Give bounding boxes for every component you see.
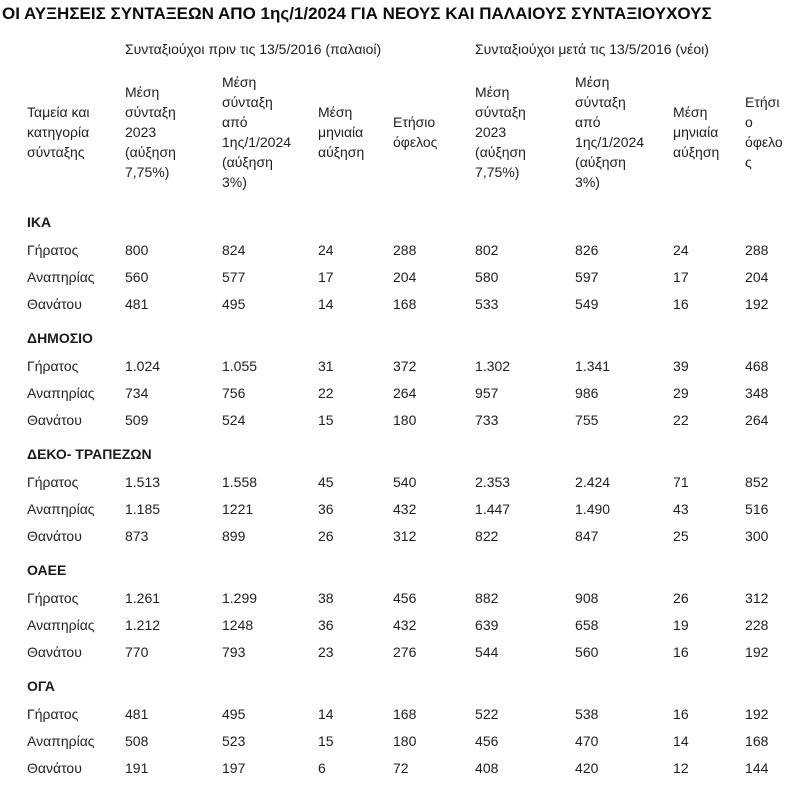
cell: 560 bbox=[575, 644, 599, 660]
cell: 540 bbox=[393, 474, 417, 490]
table-row bbox=[27, 469, 810, 496]
cell: 168 bbox=[393, 706, 417, 722]
cell: 29 bbox=[673, 385, 689, 401]
cell: 16 bbox=[673, 644, 689, 660]
column-header-monthly-new: Μέση μηνιαία αύξηση bbox=[673, 104, 720, 160]
cell: 19 bbox=[673, 617, 689, 633]
table-row bbox=[27, 380, 810, 407]
row-label: Θανάτου bbox=[27, 644, 82, 660]
cell: 770 bbox=[125, 644, 149, 660]
cell: 1221 bbox=[222, 501, 254, 517]
cell: 523 bbox=[222, 733, 246, 749]
row-label: Θανάτου bbox=[27, 412, 82, 428]
cell: 2.424 bbox=[575, 474, 611, 490]
cell: 14 bbox=[318, 296, 334, 312]
cell: 1.447 bbox=[475, 501, 511, 517]
cell: 824 bbox=[222, 242, 246, 258]
cell: 509 bbox=[125, 412, 149, 428]
cell: 755 bbox=[575, 412, 599, 428]
column-header-annual-old: Ετήσιο όφελος bbox=[393, 114, 438, 150]
column-header-funds: Ταμεία και κατηγορία σύνταξης bbox=[27, 104, 90, 160]
cell: 533 bbox=[475, 296, 499, 312]
cell: 508 bbox=[125, 733, 149, 749]
cell: 882 bbox=[475, 590, 499, 606]
cell: 456 bbox=[475, 733, 499, 749]
cell: 372 bbox=[393, 358, 417, 374]
column-header-avg2023-old: Μέση σύνταξη 2023 (αύξηση 7,75%) bbox=[125, 84, 176, 180]
table-row bbox=[27, 523, 810, 550]
cell: 470 bbox=[575, 733, 599, 749]
cell: 908 bbox=[575, 590, 599, 606]
cell: 17 bbox=[318, 269, 334, 285]
cell: 1.558 bbox=[222, 474, 258, 490]
cell: 300 bbox=[745, 528, 769, 544]
cell: 577 bbox=[222, 269, 246, 285]
cell: 1.341 bbox=[575, 358, 611, 374]
cell: 733 bbox=[475, 412, 499, 428]
cell: 549 bbox=[575, 296, 599, 312]
cell: 522 bbox=[475, 706, 499, 722]
cell: 26 bbox=[673, 590, 689, 606]
group-header-new: Συνταξιούχοι μετά τις 13/5/2016 (νέοι) bbox=[475, 41, 709, 57]
row-label: Αναπηρίας bbox=[27, 385, 95, 401]
section-header-oaee bbox=[27, 550, 810, 585]
cell: 639 bbox=[475, 617, 499, 633]
table-row bbox=[27, 585, 810, 612]
section-title: ΔΗΜΟΣΙΟ bbox=[27, 330, 93, 346]
table-row bbox=[27, 728, 810, 755]
section-title: ΙΚΑ bbox=[27, 214, 52, 230]
cell: 516 bbox=[745, 501, 769, 517]
row-label: Γήρατος bbox=[27, 706, 79, 722]
cell: 12 bbox=[673, 760, 689, 776]
column-header-annual-new: Ετήσιο όφελος bbox=[745, 94, 783, 170]
column-header-avg2024-new: Μέση σύνταξη από 1ης/1/2024 (αύξηση 3%) bbox=[575, 74, 645, 190]
cell: 191 bbox=[125, 760, 149, 776]
table-row bbox=[27, 701, 810, 728]
cell: 204 bbox=[393, 269, 417, 285]
cell: 16 bbox=[673, 706, 689, 722]
row-label: Αναπηρίας bbox=[27, 269, 95, 285]
cell: 524 bbox=[222, 412, 246, 428]
cell: 228 bbox=[745, 617, 769, 633]
cell: 348 bbox=[745, 385, 769, 401]
table-row bbox=[27, 353, 810, 380]
row-label: Θανάτου bbox=[27, 528, 82, 544]
cell: 420 bbox=[575, 760, 599, 776]
cell: 25 bbox=[673, 528, 689, 544]
cell: 24 bbox=[318, 242, 334, 258]
cell: 15 bbox=[318, 412, 334, 428]
row-label: Γήρατος bbox=[27, 242, 79, 258]
cell: 826 bbox=[575, 242, 599, 258]
section-title: ΟΑΕΕ bbox=[27, 562, 67, 578]
cell: 192 bbox=[745, 644, 769, 660]
cell: 312 bbox=[393, 528, 417, 544]
cell: 544 bbox=[475, 644, 499, 660]
column-header-monthly-old: Μέση μηνιαία αύξηση bbox=[318, 104, 365, 160]
cell: 432 bbox=[393, 501, 417, 517]
cell: 734 bbox=[125, 385, 149, 401]
cell: 312 bbox=[745, 590, 769, 606]
cell: 26 bbox=[318, 528, 334, 544]
cell: 822 bbox=[475, 528, 499, 544]
cell: 24 bbox=[673, 242, 689, 258]
column-header-avg2023-new: Μέση σύνταξη 2023 (αύξηση 7,75%) bbox=[475, 84, 526, 180]
row-label: Γήρατος bbox=[27, 474, 79, 490]
cell: 800 bbox=[125, 242, 149, 258]
cell: 14 bbox=[673, 733, 689, 749]
cell: 538 bbox=[575, 706, 599, 722]
column-header-row bbox=[27, 64, 810, 202]
cell: 6 bbox=[318, 760, 326, 776]
section-header-deko-trapezon bbox=[27, 434, 810, 469]
cell: 197 bbox=[222, 760, 246, 776]
cell: 31 bbox=[318, 358, 334, 374]
cell: 180 bbox=[393, 733, 417, 749]
cell: 288 bbox=[393, 242, 417, 258]
cell: 23 bbox=[318, 644, 334, 660]
cell: 72 bbox=[393, 760, 409, 776]
table-row bbox=[27, 291, 810, 318]
page-title: ΟΙ ΑΥΞΗΣΕΙΣ ΣΥΝΤΑΞΕΩΝ ΑΠΟ 1ης/1/2024 ΓΙΑ ΝΕΟΥΣ ΚΑΙ ΠΑΛΑΙΟΥΣ ΣΥΝΤΑΞΙΟΥΧΟΥΣ bbox=[2, 4, 712, 23]
cell: 192 bbox=[745, 706, 769, 722]
cell: 658 bbox=[575, 617, 599, 633]
group-header-spacer bbox=[27, 40, 125, 64]
section-header-dimosio bbox=[27, 318, 810, 353]
cell: 481 bbox=[125, 706, 149, 722]
cell: 408 bbox=[475, 760, 499, 776]
cell: 852 bbox=[745, 474, 769, 490]
cell: 1.302 bbox=[475, 358, 511, 374]
row-label: Γήρατος bbox=[27, 590, 79, 606]
cell: 180 bbox=[393, 412, 417, 428]
row-label: Αναπηρίας bbox=[27, 617, 95, 633]
table-row bbox=[27, 639, 810, 666]
cell: 168 bbox=[393, 296, 417, 312]
section-title: ΔΕΚΟ- ΤΡΑΠΕΖΩΝ bbox=[27, 446, 152, 462]
cell: 847 bbox=[575, 528, 599, 544]
cell: 1.024 bbox=[125, 358, 161, 374]
cell: 22 bbox=[673, 412, 689, 428]
cell: 43 bbox=[673, 501, 689, 517]
cell: 468 bbox=[745, 358, 769, 374]
group-header-old: Συνταξιούχοι πριν τις 13/5/2016 (παλαιοί) bbox=[125, 41, 382, 57]
cell: 597 bbox=[575, 269, 599, 285]
section-header-oga bbox=[27, 666, 810, 701]
cell: 986 bbox=[575, 385, 599, 401]
cell: 192 bbox=[745, 296, 769, 312]
section-header-ika bbox=[27, 202, 810, 237]
cell: 264 bbox=[745, 412, 769, 428]
cell: 36 bbox=[318, 617, 334, 633]
cell: 36 bbox=[318, 501, 334, 517]
cell: 1.299 bbox=[222, 590, 258, 606]
cell: 144 bbox=[745, 760, 769, 776]
cell: 432 bbox=[393, 617, 417, 633]
column-header-avg2024-old: Μέση σύνταξη από 1ης/1/2024 (αύξηση 3%) bbox=[222, 74, 292, 190]
table-row bbox=[27, 496, 810, 523]
cell: 1.212 bbox=[125, 617, 161, 633]
cell: 22 bbox=[318, 385, 334, 401]
cell: 16 bbox=[673, 296, 689, 312]
cell: 495 bbox=[222, 296, 246, 312]
cell: 802 bbox=[475, 242, 499, 258]
table-row bbox=[27, 264, 810, 291]
cell: 45 bbox=[318, 474, 334, 490]
section-title: ΟΓΑ bbox=[27, 678, 55, 694]
row-label: Θανάτου bbox=[27, 296, 82, 312]
cell: 276 bbox=[393, 644, 417, 660]
cell: 481 bbox=[125, 296, 149, 312]
table-row bbox=[27, 755, 810, 782]
cell: 39 bbox=[673, 358, 689, 374]
cell: 71 bbox=[673, 474, 689, 490]
cell: 756 bbox=[222, 385, 246, 401]
cell: 2.353 bbox=[475, 474, 511, 490]
pension-table bbox=[27, 40, 810, 782]
table-row bbox=[27, 612, 810, 639]
cell: 899 bbox=[222, 528, 246, 544]
table-row bbox=[27, 237, 810, 264]
cell: 14 bbox=[318, 706, 334, 722]
cell: 1248 bbox=[222, 617, 254, 633]
row-label: Γήρατος bbox=[27, 358, 79, 374]
row-label: Θανάτου bbox=[27, 760, 82, 776]
cell: 38 bbox=[318, 590, 334, 606]
cell: 15 bbox=[318, 733, 334, 749]
cell: 264 bbox=[393, 385, 417, 401]
cell: 1.490 bbox=[575, 501, 611, 517]
cell: 17 bbox=[673, 269, 689, 285]
cell: 793 bbox=[222, 644, 246, 660]
cell: 560 bbox=[125, 269, 149, 285]
cell: 580 bbox=[475, 269, 499, 285]
cell: 873 bbox=[125, 528, 149, 544]
cell: 495 bbox=[222, 706, 246, 722]
cell: 1.513 bbox=[125, 474, 161, 490]
cell: 1.055 bbox=[222, 358, 258, 374]
cell: 288 bbox=[745, 242, 769, 258]
row-label: Αναπηρίας bbox=[27, 501, 95, 517]
cell: 1.185 bbox=[125, 501, 161, 517]
cell: 1.261 bbox=[125, 590, 161, 606]
table-row bbox=[27, 407, 810, 434]
cell: 168 bbox=[745, 733, 769, 749]
group-header-row bbox=[27, 40, 810, 64]
cell: 204 bbox=[745, 269, 769, 285]
row-label: Αναπηρίας bbox=[27, 733, 95, 749]
cell: 957 bbox=[475, 385, 499, 401]
cell: 456 bbox=[393, 590, 417, 606]
